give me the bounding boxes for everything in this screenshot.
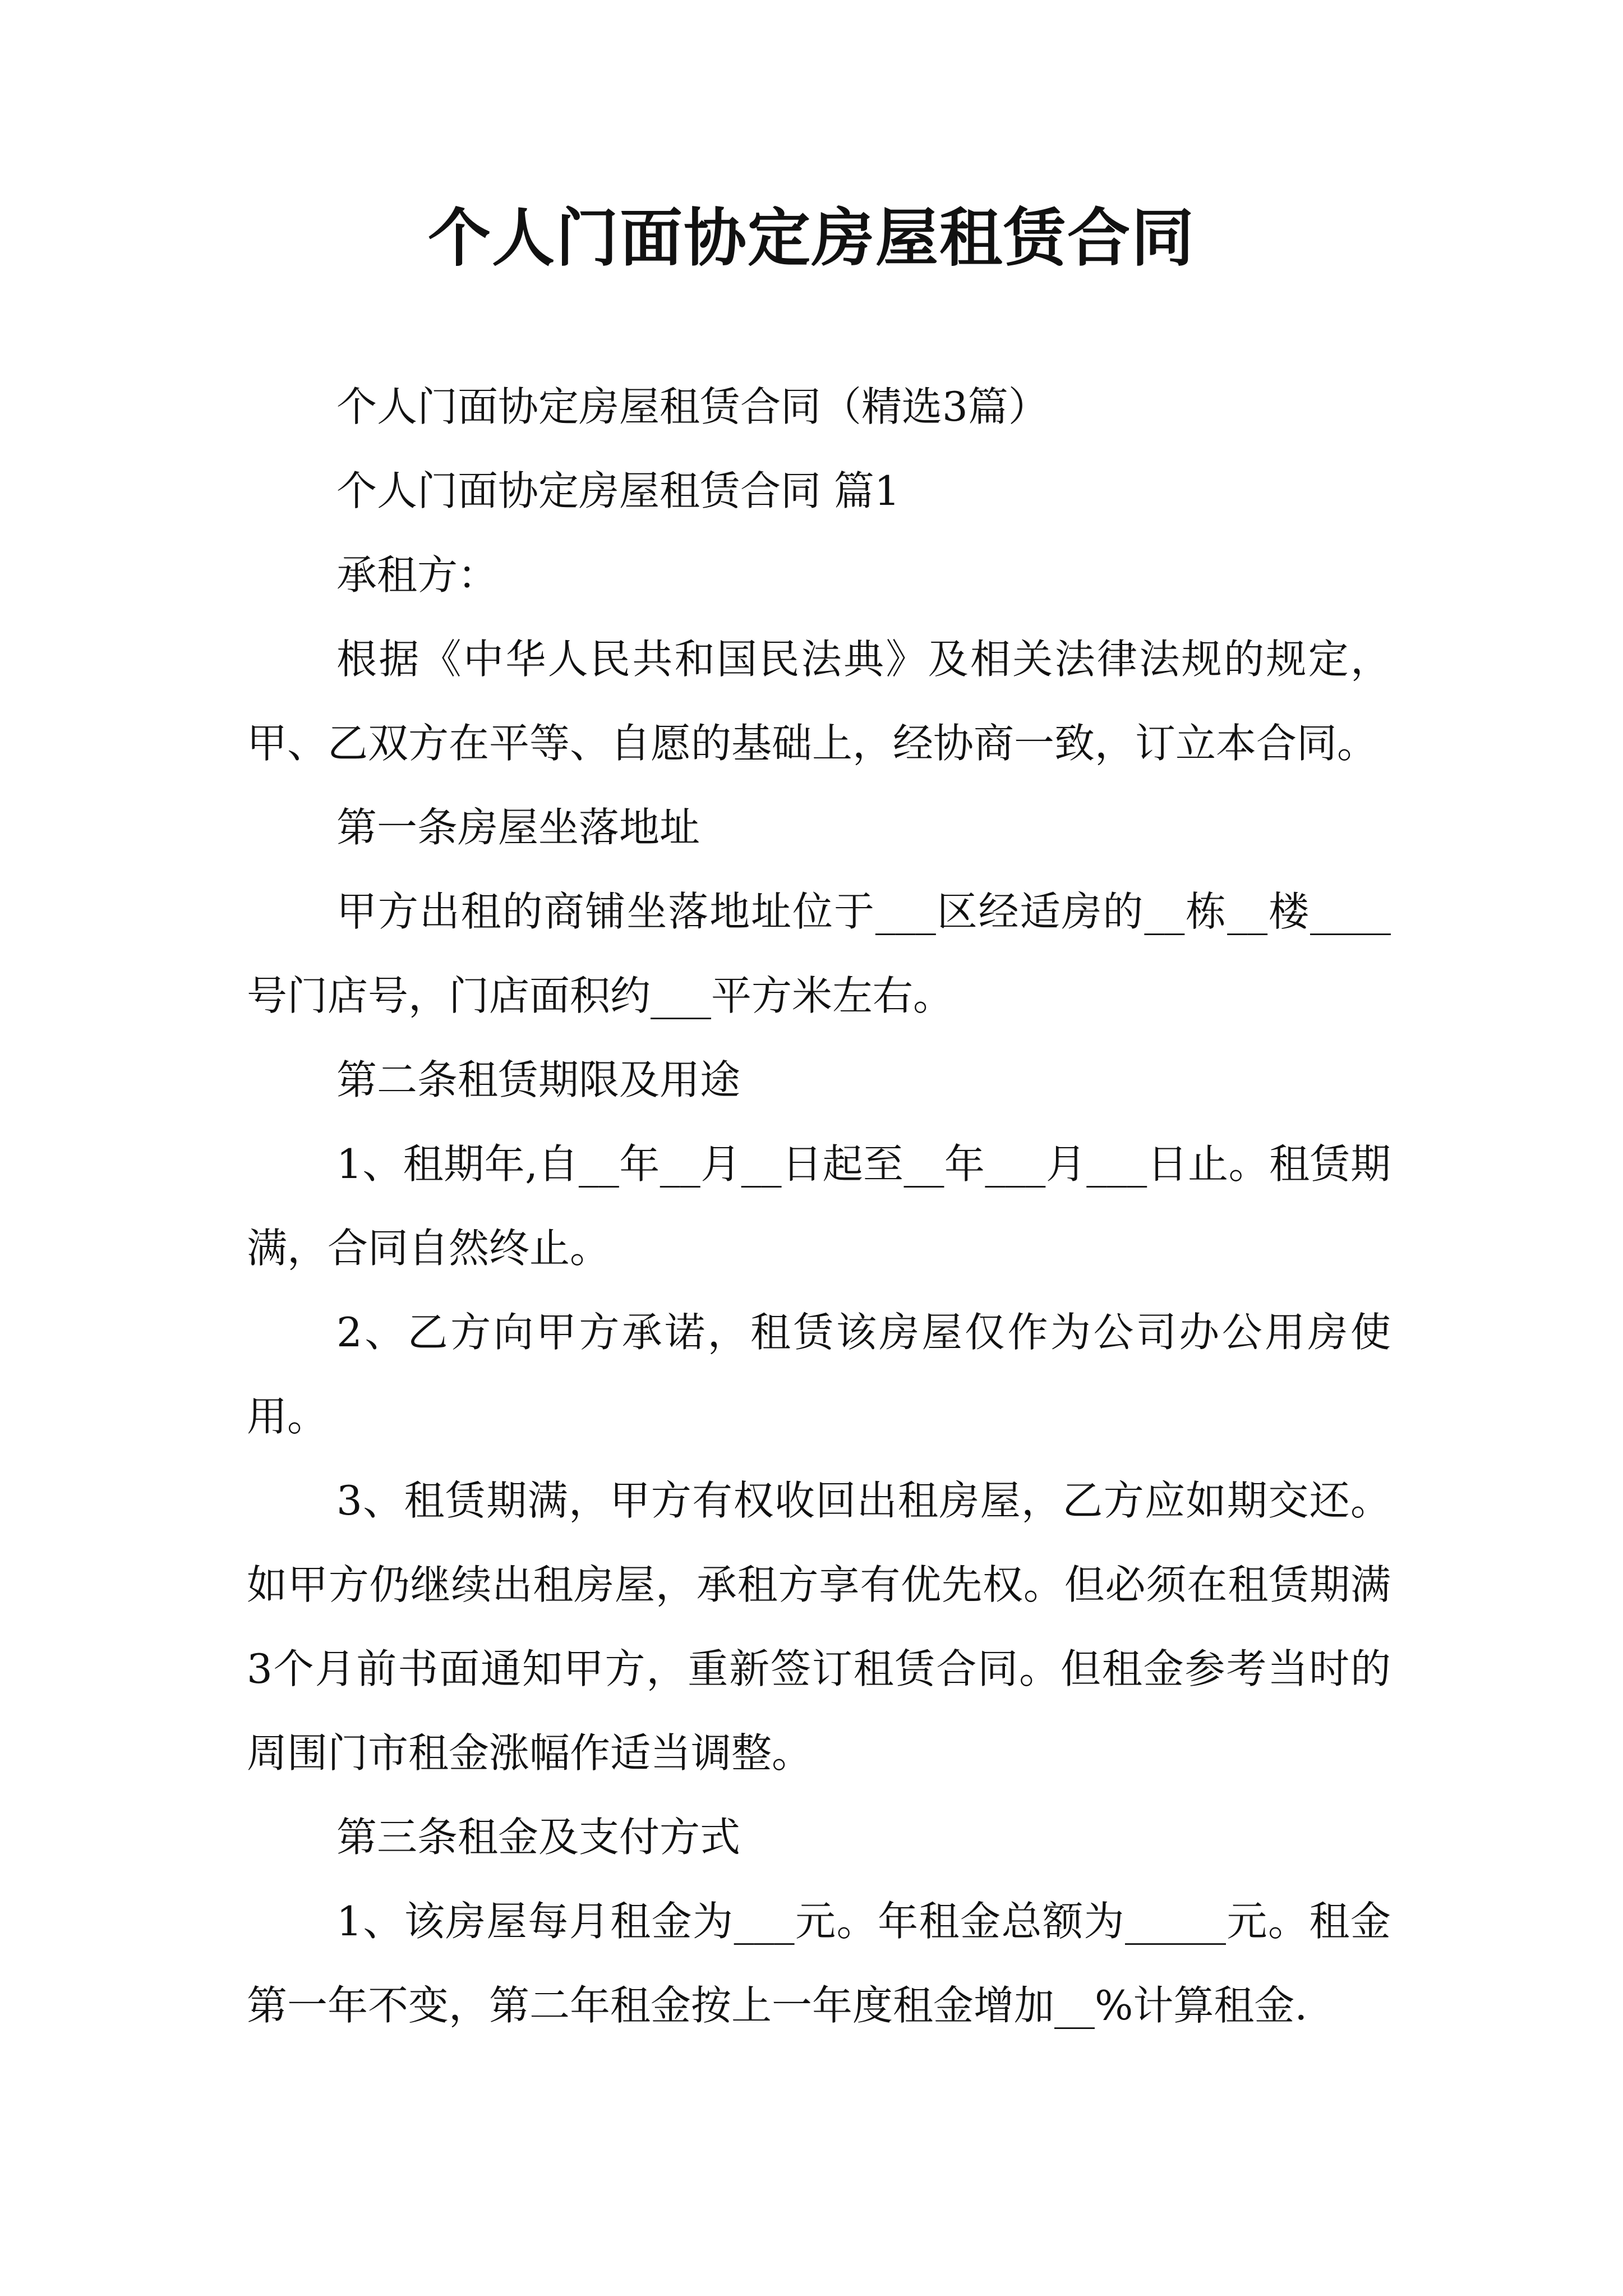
article-heading: 第一条房屋坐落地址 [336, 804, 700, 851]
subtitle-paragraph: 个人门面协定房屋租赁合同（精选3篇） [336, 383, 1049, 430]
article-paragraph: 3、租赁期满，甲方有权收回出租房屋，乙方应如期交还。如甲方仍继续出租房屋，承租方享有优先权。但必须在租赁期满3个月前书面通知甲方，重新签订租赁合同。但租金参考当时的周围门市租金涨幅作适当调整。 [247, 1477, 1391, 1777]
document-body [247, 365, 1391, 2047]
lessee-line: 承租方： [336, 551, 499, 599]
intro-paragraph: 根据《中华人民共和国民法典》及相关法律法规的规定，甲、乙双方在平等、自愿的基础上，经协商一致，订立本合同。 [247, 636, 1391, 767]
document-title: 个人门面协定房屋租赁合同 [428, 201, 1195, 275]
article-paragraph: 2、乙方向甲方承诺，租赁该房屋仅作为公司办公用房使用。 [247, 1309, 1391, 1440]
article-paragraph: 1、租期年,自__年__月__日起至__年___月___日止。租赁期满，合同自然终止。 [247, 1140, 1391, 1272]
section-heading: 个人门面协定房屋租赁合同 篇1 [336, 467, 900, 514]
article-paragraph: 1、该房屋每月租金为___元。年租金总额为_____元。租金第一年不变，第二年租金按上一年度租金增加__%计算租金. [247, 1898, 1391, 2029]
article-paragraph: 甲方出租的商铺坐落地址位于___区经适房的__栋__楼____号门店号，门店面积约___平方米左右。 [247, 888, 1391, 1019]
article-heading: 第二条租赁期限及用途 [336, 1056, 741, 1103]
article-heading: 第三条租金及支付方式 [336, 1814, 741, 1861]
